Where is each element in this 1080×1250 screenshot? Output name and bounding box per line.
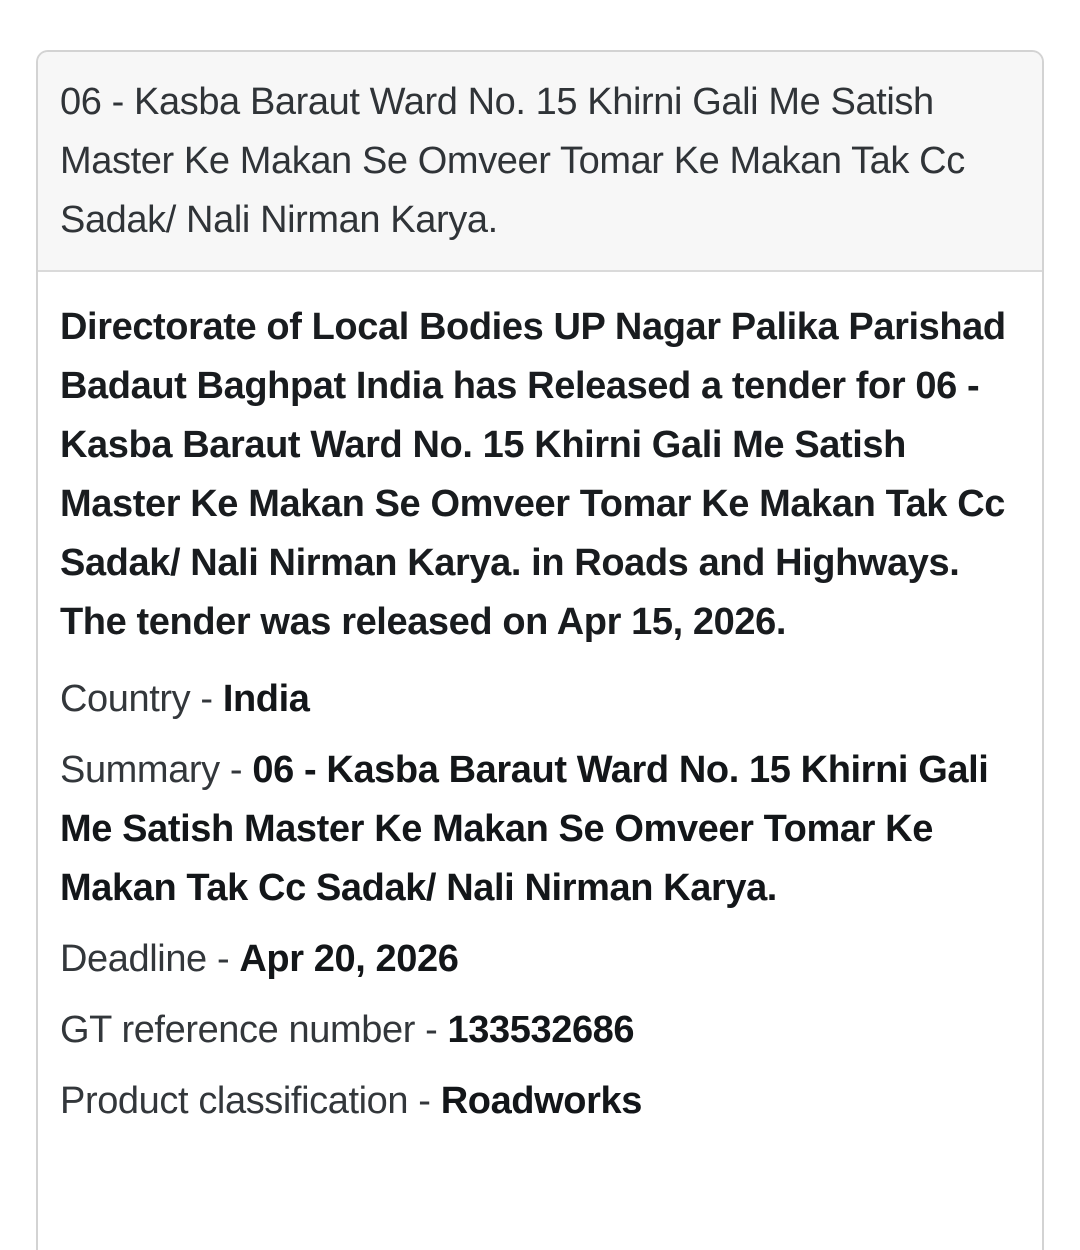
intro-suffix-text: in Roads and Highways. The tender was released on Apr 15, 2026. bbox=[60, 542, 960, 643]
tender-intro-paragraph bbox=[60, 298, 1020, 652]
intro-prefix-text: Directorate of Local Bodies UP Nagar Palika Parishad Badaut Baghpat India has Released a tender for bbox=[60, 306, 1006, 407]
field-deadline-value: Apr 20, 2026 bbox=[239, 938, 459, 980]
tender-title-header bbox=[38, 52, 1042, 272]
field-country-value: India bbox=[222, 678, 310, 720]
field-gt-reference-number bbox=[60, 1001, 1020, 1060]
field-country bbox=[60, 670, 1020, 729]
field-country-label: Country - bbox=[60, 678, 223, 720]
field-gt-reference-number-value: 133532686 bbox=[447, 1009, 635, 1051]
tender-details-body bbox=[38, 272, 1042, 1131]
tender-title: 06 - Kasba Baraut Ward No. 15 Khirni Gali Me Satish Master Ke Makan Se Omveer Tomar Ke Makan Tak Cc Sadak/ Nali Nirman Karya. bbox=[60, 81, 965, 241]
field-summary-value: 06 - Kasba Baraut Ward No. 15 Khirni Gali Me Satish Master Ke Makan Se Omveer Tomar Ke Makan Tak Cc Sadak/ Nali Nirman Karya. bbox=[60, 749, 989, 909]
field-product-classification-label: Product classification - bbox=[60, 1080, 441, 1122]
field-deadline bbox=[60, 930, 1020, 989]
field-summary-label: Summary - bbox=[60, 749, 253, 791]
field-summary bbox=[60, 741, 1020, 918]
field-deadline-label: Deadline - bbox=[60, 938, 240, 980]
field-product-classification-value: Roadworks bbox=[440, 1080, 642, 1122]
tender-card bbox=[36, 50, 1044, 1250]
field-gt-reference-number-label: GT reference number - bbox=[60, 1009, 448, 1051]
field-product-classification bbox=[60, 1072, 1020, 1131]
intro-tender-name: 06 - Kasba Baraut Ward No. 15 Khirni Gali Me Satish Master Ke Makan Se Omveer Tomar Ke Makan Tak Cc Sadak/ Nali Nirman Karya. bbox=[60, 365, 1005, 584]
